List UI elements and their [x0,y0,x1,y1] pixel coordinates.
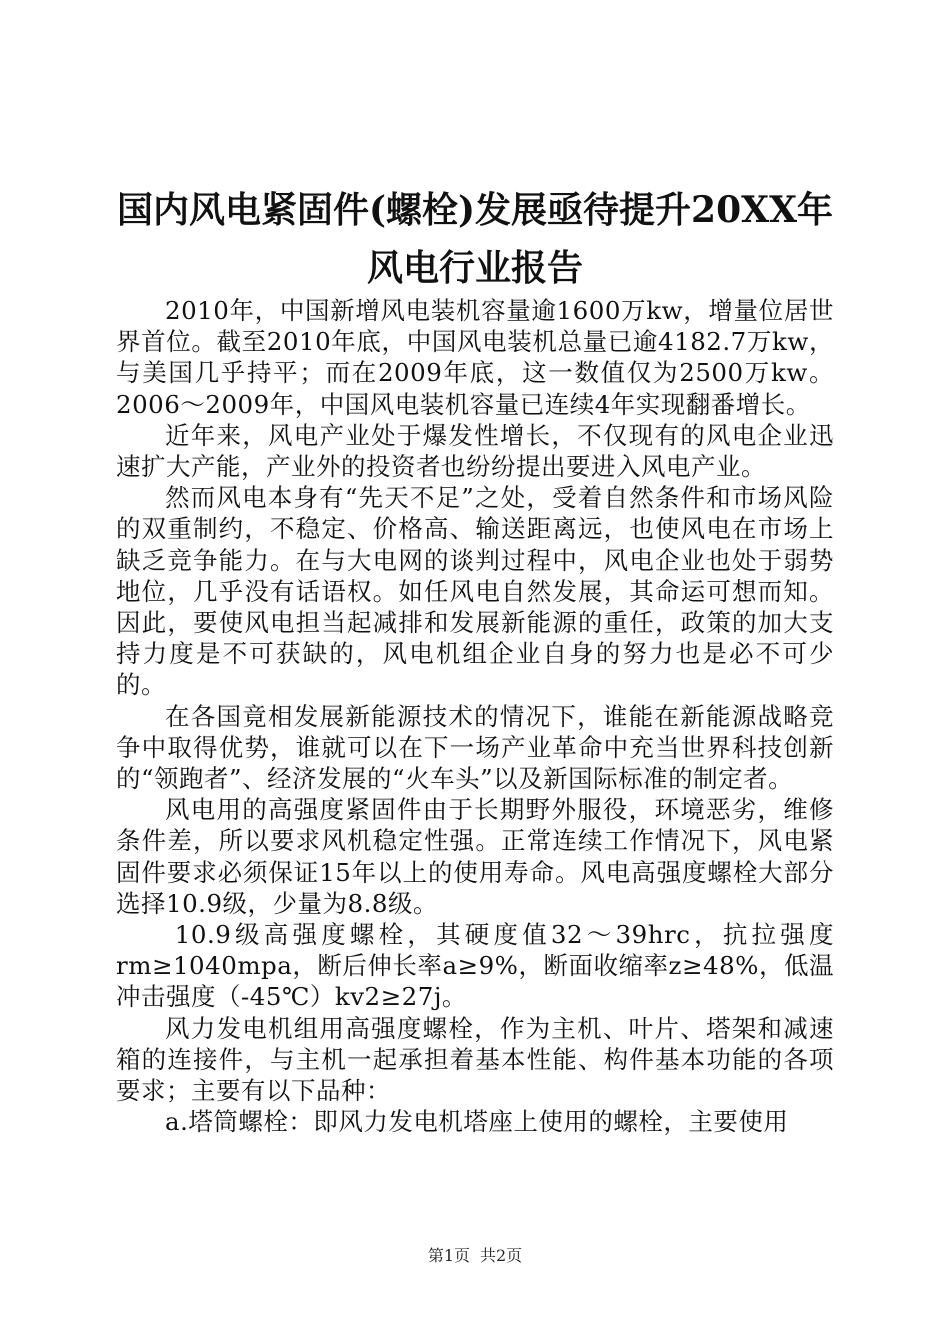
paragraph-6: 10.9级高强度螺栓，其硬度值32～39hrc，抗拉强度rm≥1040mpa，断后伸长率a≥9%，断面收缩率z≥48%，低温冲击强度（-45℃）kv2≥27j。 [116,920,834,1012]
document-title-line-1: 国内风电紧固件(螺栓)发展亟待提升20XX年 [116,189,834,231]
page-number: 第1页 [427,1246,470,1265]
paragraph-1: 2010年，中国新增风电装机容量逾1600万kw，增量位居世界首位。截至2010年底，中国风电装机总量已逾4182.7万kw，与美国几乎持平；而在2009年底，这一数值仅为2500万kw。2006～2009年，中国风电装机容量已连续4年实现翻番增长。 [116,296,834,419]
paragraph-3: 然而风电本身有“先天不足”之处，受着自然条件和市场风险的双重制约，不稳定、价格高、输送距离远，也使风电在市场上缺乏竞争能力。在与大电网的谈判过程中，风电企业也处于弱势地位，几乎没有话语权。如任风电自然发展，其命运可想而知。因此，要使风电担当起减排和发展新能源的重任，政策的加大支持力度是不可获缺的，风电机组企业自身的努力也是必不可少的。 [116,483,834,700]
paragraph-2: 近年来，风电产业处于爆发性增长，不仅现有的风电企业迅速扩大产能，产业外的投资者也纷纷提出要进入风电产业。 [116,420,834,482]
paragraph-5: 风电用的高强度紧固件由于长期野外服役，环境恶劣，维修条件差，所以要求风机稳定性强。正常连续工作情况下，风电紧固件要求必须保证15年以上的使用寿命。风电高强度螺栓大部分选择10.9级，少量为8.8级。 [116,795,834,918]
document-title-line-2: 风电行业报告 [366,247,583,289]
document-body [116,295,834,1137]
paragraph-4: 在各国竟相发展新能源技术的情况下，谁能在新能源战略竞争中取得优势，谁就可以在下一场产业革命中充当世界科技创新的“领跑者”、经济发展的“火车头”以及新国际标准的制定者。 [116,701,834,794]
paragraph-8: a.塔筒螺栓：即风力发电机塔座上使用的螺栓，主要使用 [165,1107,789,1137]
page-total: 共2页 [480,1246,523,1265]
page-footer [0,1246,950,1266]
paragraph-7: 风力发电机组用高强度螺栓，作为主机、叶片、塔架和减速箱的连接件，与主机一起承担着基本性能、构件基本功能的各项要求；主要有以下品种： [116,1013,834,1106]
